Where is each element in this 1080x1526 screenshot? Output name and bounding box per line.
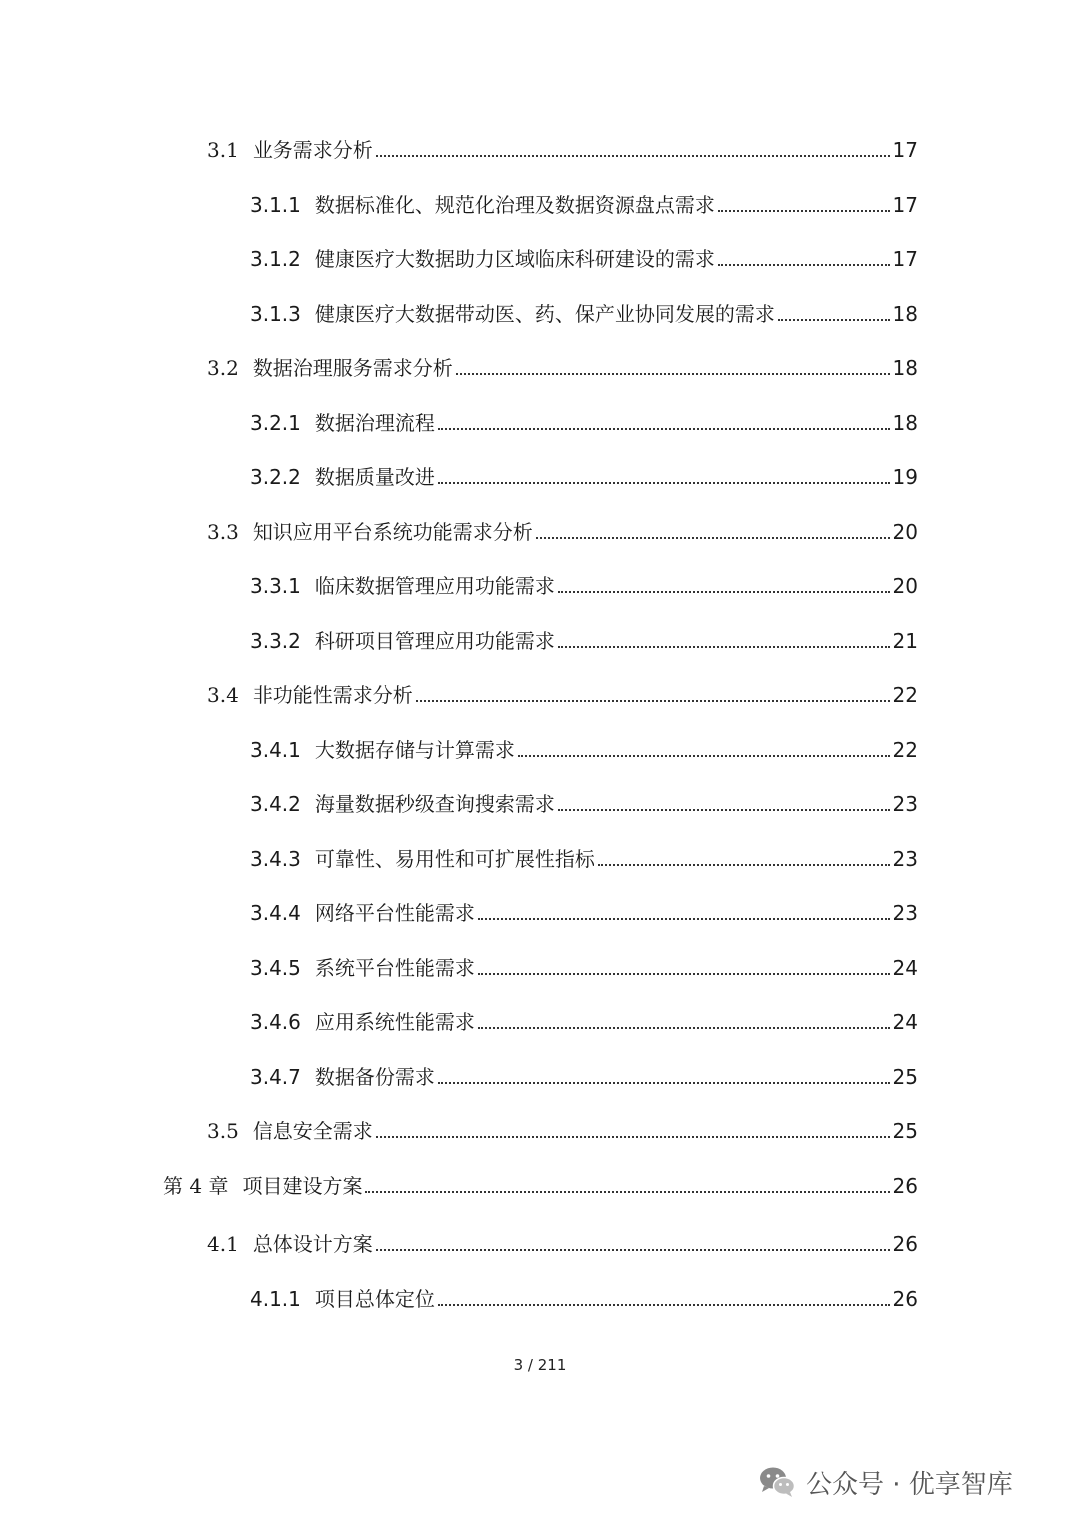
toc-entry-title: 系统平台性能需求 [314, 956, 475, 980]
toc-entry[interactable] [207, 512, 918, 546]
page-indicator: 3 / 211 [513, 1356, 567, 1374]
toc-entry-number: 3.4.5 [250, 956, 301, 980]
toc-entry[interactable] [250, 839, 918, 873]
toc-entry[interactable] [207, 1111, 918, 1145]
toc-entry-page: 21 [892, 629, 918, 653]
toc-entry-page: 20 [892, 574, 918, 598]
toc-entry-page: 17 [892, 138, 918, 162]
toc-entry-page: 25 [892, 1065, 918, 1089]
toc-entry[interactable] [250, 566, 918, 600]
toc-entry-title: 数据质量改进 [314, 465, 435, 489]
toc-entry-page: 22 [892, 683, 918, 707]
watermark-text: 公众号 · 优享智库 [806, 1469, 1013, 1500]
toc-entry[interactable] [250, 403, 918, 437]
toc-dot-leader [536, 537, 890, 539]
toc-entry-number: 3.3.2 [250, 629, 301, 653]
toc-entry-number: 3.2 [207, 356, 239, 380]
toc-entry[interactable] [250, 784, 918, 818]
toc-entry-number: 3.1.2 [250, 247, 301, 271]
toc-entry[interactable] [250, 185, 918, 219]
toc-dot-leader [438, 482, 890, 484]
toc-dot-leader [438, 1304, 890, 1306]
toc-entry-page: 17 [892, 247, 918, 271]
toc-entry-page: 26 [892, 1287, 918, 1311]
toc-entry-title: 数据治理流程 [314, 411, 435, 435]
toc-entry-title: 数据治理服务需求分析 [252, 356, 453, 380]
toc-entry-number: 4.1 [207, 1232, 239, 1256]
wechat-icon [758, 1465, 796, 1499]
toc-entry-page: 24 [892, 956, 918, 980]
toc-entry-title: 数据标准化、规范化治理及数据资源盘点需求 [314, 193, 715, 217]
toc-entry-title: 临床数据管理应用功能需求 [314, 574, 555, 598]
toc-entry-page: 25 [892, 1119, 918, 1143]
toc-dot-leader [558, 809, 890, 811]
toc-entry[interactable] [207, 1224, 918, 1258]
toc-dot-leader [376, 1249, 890, 1251]
toc-entry-number: 4.1.1 [250, 1287, 301, 1311]
toc-entry-page: 24 [892, 1010, 918, 1034]
toc-entry-page: 18 [892, 302, 918, 326]
toc-entry[interactable] [250, 1002, 918, 1036]
watermark [758, 1460, 1013, 1504]
toc-dot-leader [518, 755, 890, 757]
toc-entry-number: 3.2.2 [250, 465, 301, 489]
toc-dot-leader [558, 591, 890, 593]
toc-entry-title: 知识应用平台系统功能需求分析 [252, 520, 533, 544]
toc-entry-number: 3.2.1 [250, 411, 301, 435]
toc-entry-number: 3.4.6 [250, 1010, 301, 1034]
toc-dot-leader [438, 428, 890, 430]
toc-dot-leader [456, 373, 890, 375]
toc-entry-page: 19 [892, 465, 918, 489]
toc-entry[interactable] [250, 730, 918, 764]
toc-dot-leader [376, 1136, 890, 1138]
toc-entry-page: 26 [892, 1232, 918, 1256]
toc-entry-number: 3.4.4 [250, 901, 301, 925]
toc-entry-title: 健康医疗大数据助力区域临床科研建设的需求 [314, 247, 715, 271]
toc-entry-number: 第 4 章 [163, 1174, 229, 1198]
toc-entry-number: 3.4.7 [250, 1065, 301, 1089]
toc-entry-number: 3.4 [207, 683, 239, 707]
toc-entry[interactable] [250, 294, 918, 328]
toc-dot-leader [718, 210, 890, 212]
toc-entry[interactable] [250, 457, 918, 491]
toc-entry-title: 业务需求分析 [252, 138, 373, 162]
toc-entry-page: 18 [892, 356, 918, 380]
toc-entry-title: 总体设计方案 [252, 1232, 373, 1256]
toc-dot-leader [438, 1082, 890, 1084]
toc-entry-title: 非功能性需求分析 [252, 683, 413, 707]
toc-entry[interactable] [250, 621, 918, 655]
toc-dot-leader [416, 700, 890, 702]
toc-entry-number: 3.3 [207, 520, 239, 544]
toc-entry[interactable] [250, 948, 918, 982]
toc-entry-title: 大数据存储与计算需求 [314, 738, 515, 762]
toc-entry-title: 信息安全需求 [252, 1119, 373, 1143]
toc-entry-page: 23 [892, 792, 918, 816]
toc-dot-leader [598, 864, 890, 866]
toc-entry-number: 3.1.3 [250, 302, 301, 326]
toc-entry-title: 项目建设方案 [242, 1174, 363, 1198]
toc-dot-leader [376, 155, 890, 157]
toc-entry-number: 3.1 [207, 138, 239, 162]
toc-entry[interactable] [207, 675, 918, 709]
toc-dot-leader [478, 1027, 890, 1029]
toc-entry[interactable] [250, 893, 918, 927]
toc-entry-number: 3.5 [207, 1119, 239, 1143]
toc-entry-number: 3.4.2 [250, 792, 301, 816]
toc-entry[interactable] [207, 130, 918, 164]
toc-entry-page: 20 [892, 520, 918, 544]
toc-entry-page: 17 [892, 193, 918, 217]
toc-entry-page: 23 [892, 901, 918, 925]
toc-dot-leader [365, 1191, 889, 1193]
toc-dot-leader [478, 973, 890, 975]
toc-entry[interactable] [163, 1166, 918, 1200]
toc-entry-title: 科研项目管理应用功能需求 [314, 629, 555, 653]
toc-entry-number: 3.3.1 [250, 574, 301, 598]
toc-entry-number: 3.4.3 [250, 847, 301, 871]
toc-entry[interactable] [250, 1279, 918, 1313]
toc-entry-page: 26 [892, 1174, 918, 1198]
toc-entry[interactable] [207, 348, 918, 382]
toc-dot-leader [478, 918, 890, 920]
toc-entry-page: 22 [892, 738, 918, 762]
toc-entry-number: 3.1.1 [250, 193, 301, 217]
toc-entry[interactable] [250, 1057, 918, 1091]
toc-entry-title: 海量数据秒级查询搜索需求 [314, 792, 555, 816]
toc-entry-title: 网络平台性能需求 [314, 901, 475, 925]
toc-entry-title: 项目总体定位 [314, 1287, 435, 1311]
toc-entry-number: 3.4.1 [250, 738, 301, 762]
toc-entry-title: 数据备份需求 [314, 1065, 435, 1089]
toc-entry-title: 可靠性、易用性和可扩展性指标 [314, 847, 595, 871]
toc-dot-leader [558, 646, 890, 648]
toc-entry[interactable] [250, 239, 918, 273]
toc-entry-page: 23 [892, 847, 918, 871]
toc-entry-page: 18 [892, 411, 918, 435]
toc-entry-title: 健康医疗大数据带动医、药、保产业协同发展的需求 [314, 302, 775, 326]
toc-entry-title: 应用系统性能需求 [314, 1010, 475, 1034]
toc-dot-leader [718, 264, 890, 266]
toc-dot-leader [778, 319, 890, 321]
